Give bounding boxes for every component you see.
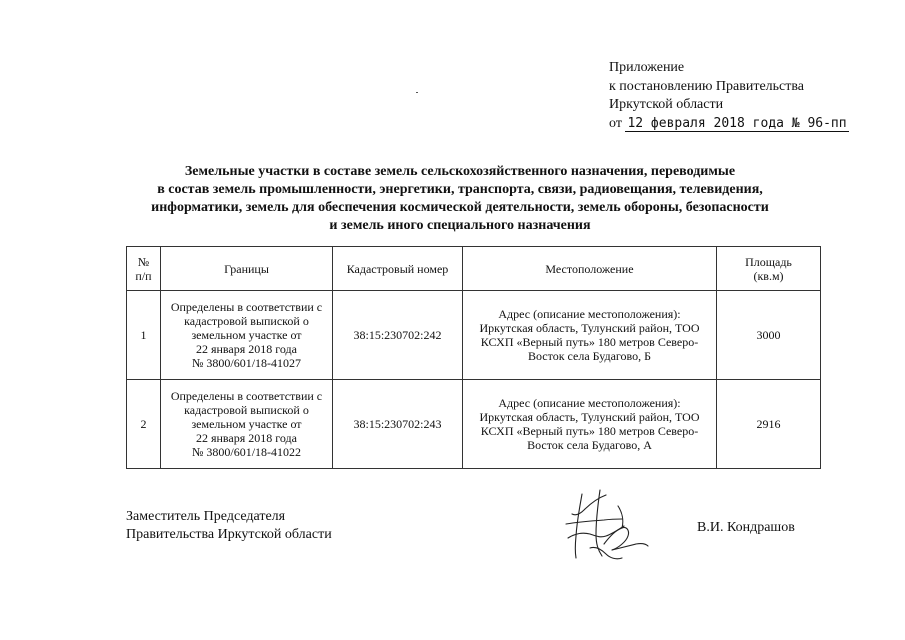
appendix-label: Приложение bbox=[609, 60, 685, 75]
bounds-line: кадастровой выпиской о bbox=[184, 314, 309, 328]
bounds-line: земельном участке от bbox=[191, 328, 302, 342]
location-line: Адрес (описание местоположения): bbox=[498, 307, 681, 321]
row-bounds bbox=[161, 291, 333, 380]
location-line: Иркутская область, Тулунский район, ТОО bbox=[479, 321, 700, 335]
signatory-position-line1: Заместитель Председателя bbox=[126, 509, 286, 524]
row-location bbox=[463, 291, 717, 380]
location-line: Восток села Будагово, А bbox=[527, 438, 652, 452]
header-bounds: Границы bbox=[161, 247, 333, 291]
header-number-line1: № bbox=[137, 254, 150, 269]
document-title bbox=[110, 163, 810, 235]
header-location: Местоположение bbox=[463, 247, 717, 291]
appendix-decree-line: к постановлению Правительства bbox=[609, 78, 805, 94]
title-line-1: Земельные участки в составе земель сельскохозяйственного назначения, переводимые bbox=[184, 164, 736, 179]
location-line: Восток села Будагово, Б bbox=[527, 349, 652, 363]
signatory-position bbox=[126, 508, 332, 544]
bounds-line: № 3800/601/18-41022 bbox=[191, 445, 302, 459]
title-line-3: информатики, земель для обеспечения космической деятельности, земель обороны, безопасности bbox=[151, 200, 769, 215]
land-parcels-table bbox=[126, 246, 821, 469]
signatory-position-line2: Правительства Иркутской области bbox=[126, 527, 332, 542]
bounds-line: кадастровой выпиской о bbox=[184, 403, 309, 417]
row-cadastral-number: 38:15:230702:242 bbox=[333, 291, 463, 380]
decree-date-number: 12 февраля 2018 года № 96-пп bbox=[627, 115, 847, 131]
table-row bbox=[127, 291, 821, 380]
location-line: КСХП «Верный путь» 180 метров Северо- bbox=[480, 424, 699, 438]
row-number: 2 bbox=[127, 380, 161, 469]
table-row bbox=[127, 380, 821, 469]
scan-speck bbox=[416, 92, 418, 93]
appendix-region-line: Иркутской области bbox=[609, 97, 724, 112]
header-number-line2: п/п bbox=[135, 268, 152, 283]
bounds-line: Определены в соответствии с bbox=[170, 389, 323, 403]
row-number: 1 bbox=[127, 291, 161, 380]
row-area: 3000 bbox=[717, 291, 821, 380]
title-line-4: и земель иного специального назначения bbox=[329, 218, 591, 233]
bounds-line: земельном участке от bbox=[191, 417, 302, 431]
row-bounds bbox=[161, 380, 333, 469]
bounds-line: № 3800/601/18-41027 bbox=[191, 356, 302, 370]
header-area-line1: Площадь bbox=[745, 254, 792, 269]
location-line: Иркутская область, Тулунский район, ТОО bbox=[479, 410, 700, 424]
location-line: КСХП «Верный путь» 180 метров Северо- bbox=[480, 335, 699, 349]
bounds-line: Определены в соответствии с bbox=[170, 300, 323, 314]
row-location bbox=[463, 380, 717, 469]
table-header-row bbox=[127, 247, 821, 291]
signatory-name: В.И. Кондрашов bbox=[697, 520, 795, 535]
bounds-line: 22 января 2018 года bbox=[195, 342, 297, 356]
bounds-line: 22 января 2018 года bbox=[195, 431, 297, 445]
title-line-2: в состав земель промышленности, энергетики, транспорта, связи, радиовещания, телевидения, bbox=[157, 182, 763, 197]
appendix-date-line bbox=[609, 115, 849, 134]
date-prefix: от bbox=[609, 115, 622, 131]
row-area: 2916 bbox=[717, 380, 821, 469]
header-cadastral: Кадастровый номер bbox=[333, 247, 463, 291]
appendix-header bbox=[609, 59, 849, 133]
header-area-line2: (кв.м) bbox=[753, 268, 784, 283]
header-area bbox=[717, 247, 821, 291]
location-line: Адрес (описание местоположения): bbox=[498, 396, 681, 410]
row-cadastral-number: 38:15:230702:243 bbox=[333, 380, 463, 469]
header-number bbox=[127, 247, 161, 291]
handwritten-signature bbox=[560, 486, 650, 566]
